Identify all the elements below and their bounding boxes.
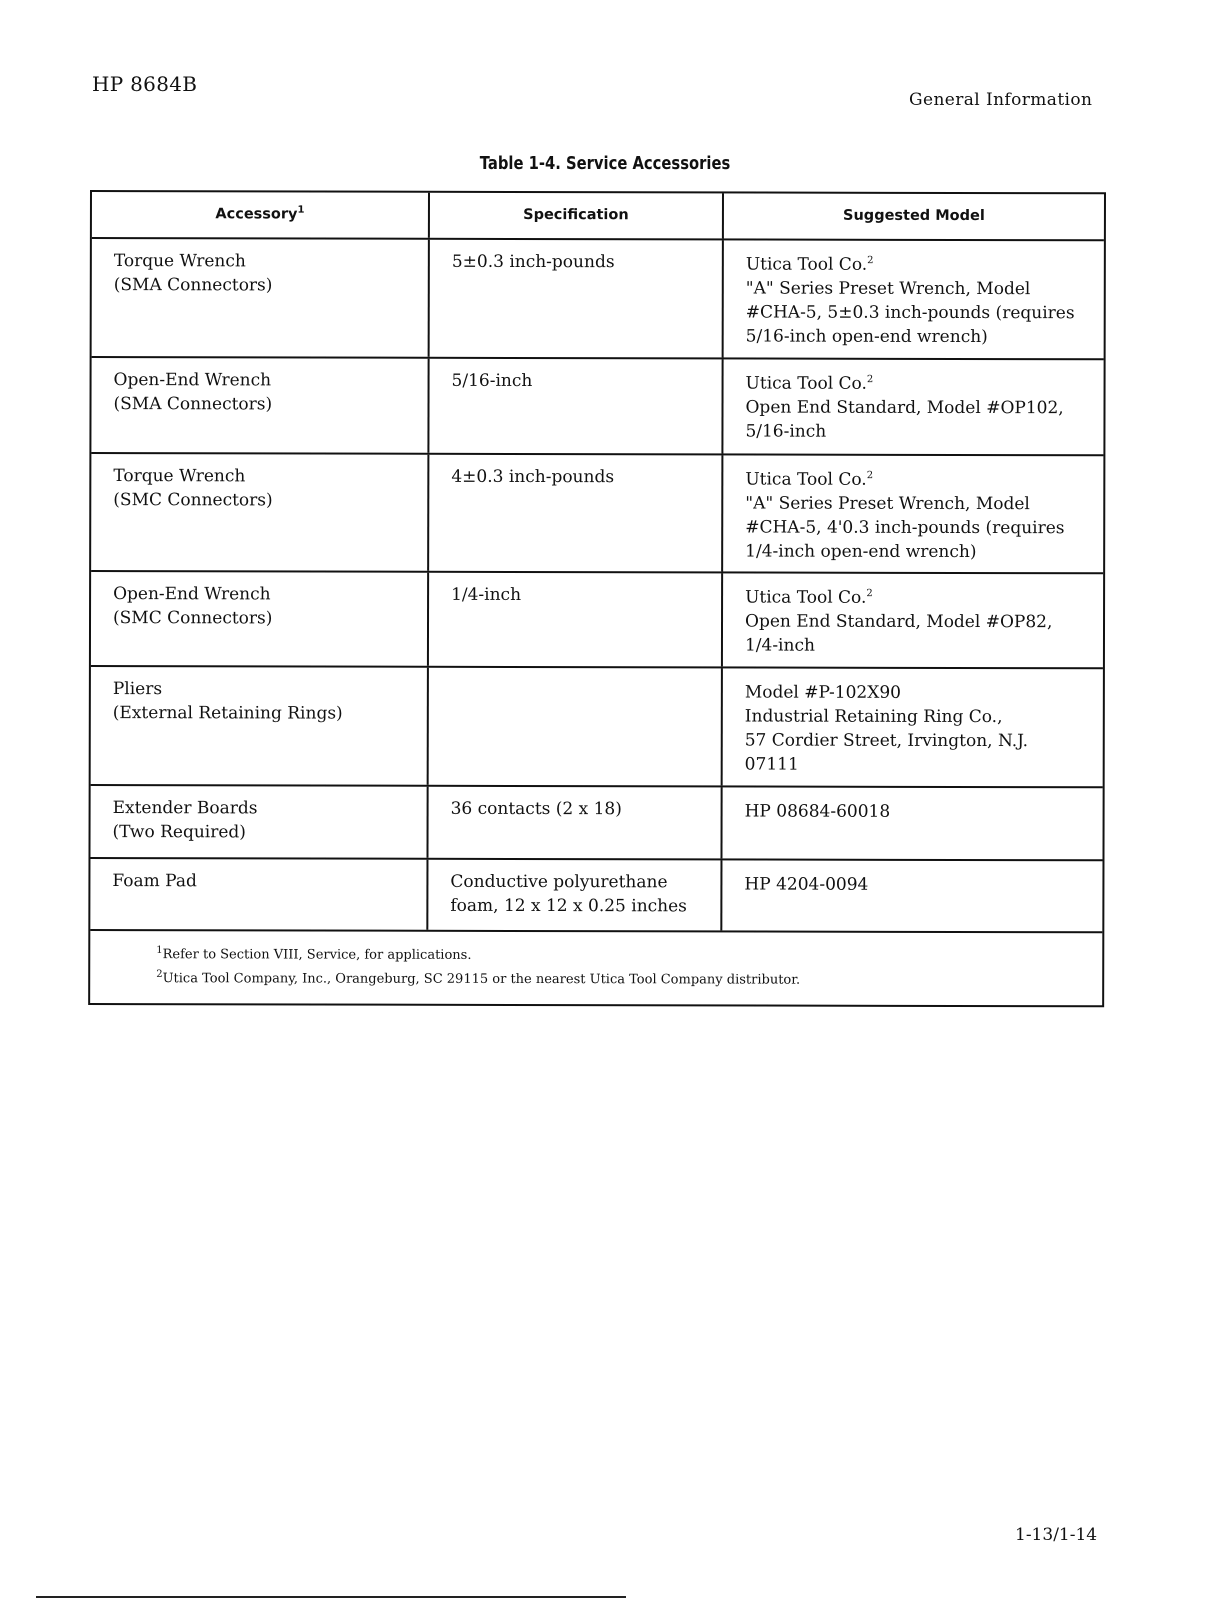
model-first-line (745, 799, 1103, 824)
accessory-text: Pliers (112, 679, 163, 700)
accessory-text: (SMA Connectors) (113, 394, 273, 415)
model-first-line (745, 680, 1103, 705)
model-text: 07111 (744, 754, 799, 775)
footnote-mark: 2 (866, 374, 874, 386)
model-text: 57 Cordier Street, Irvington, N.J. (744, 730, 1029, 752)
model-text: Utica Tool Co. (745, 254, 868, 275)
model-text: Open End Standard, Model #OP102, (745, 397, 1064, 419)
table-row (91, 454, 1103, 574)
specification-text: foam, 12 x 12 x 0.25 inches (450, 895, 687, 917)
specification-cell (426, 860, 720, 931)
column-header-accessory-label: Accessory (215, 206, 298, 223)
section-header: General Information (909, 90, 1093, 110)
accessory-text: Open-End Wrench (113, 584, 271, 605)
accessory-cell (92, 239, 428, 357)
suggested-model-cell (721, 455, 1103, 572)
model-text: 5/16-inch open-end wrench) (745, 326, 988, 348)
specification-cell (427, 455, 721, 572)
footnote-mark: 1 (297, 204, 305, 216)
suggested-model-cell (721, 359, 1103, 454)
accessory-cell (91, 572, 427, 666)
accessory-text: Foam Pad (112, 871, 197, 892)
accessory-cell (91, 454, 427, 571)
accessory-text: Open-End Wrench (113, 370, 272, 391)
model-text: HP 4204-0094 (744, 874, 869, 895)
model-text: Utica Tool Co. (745, 587, 867, 608)
accessory-text: Torque Wrench (113, 466, 246, 487)
footnote (156, 943, 1102, 969)
accessory-cell (90, 786, 426, 858)
footnote-text: Refer to Section VIII, Service, for applications. (162, 947, 472, 963)
specification-text: 5±0.3 inch-pounds (451, 251, 615, 273)
model-text: HP 08684-60018 (744, 801, 891, 822)
bottom-rule (36, 1596, 626, 1598)
specification-cell (427, 573, 721, 667)
footnote-text: Utica Tool Company, Inc., Orangeburg, SC 29115 or the nearest Utica Tool Company distributor. (162, 971, 801, 988)
column-header-accessory (92, 192, 428, 238)
footnote-mark: 2 (156, 968, 163, 980)
suggested-model-cell (722, 240, 1104, 358)
specification-text: 5/16-inch (451, 370, 533, 392)
model-first-line (746, 252, 1104, 277)
model-first-line (745, 467, 1103, 492)
specification-cell (426, 787, 720, 859)
model-text: 1/4-inch open-end wrench) (745, 541, 977, 563)
table-row (91, 667, 1103, 788)
accessory-cell (91, 358, 427, 453)
footnote (156, 967, 1102, 993)
footnote-mark: 2 (866, 470, 874, 482)
specification-text: 4±0.3 inch-pounds (451, 466, 615, 488)
specification-cell (427, 668, 721, 786)
model-text: "A" Series Preset Wrench, Model (745, 493, 1030, 515)
model-first-line (746, 371, 1104, 396)
service-accessories-table (88, 190, 1106, 1007)
specification-text: 36 contacts (2 x 18) (450, 798, 622, 820)
accessory-text: (External Retaining Rings) (112, 703, 343, 724)
specification-text: Conductive polyurethane (450, 871, 668, 893)
footnote-mark: 2 (867, 255, 874, 267)
model-text: Utica Tool Co. (745, 373, 867, 394)
specification-cell (428, 240, 722, 358)
table-title: Table 1-4. Service Accessories (479, 153, 731, 174)
footnote-mark: 1 (156, 944, 163, 956)
manual-model-header: HP 8684B (92, 72, 198, 96)
table-header-row (92, 192, 1104, 241)
accessory-text: (Two Required) (112, 822, 246, 843)
model-text: #CHA-5, 5±0.3 inch-pounds (requires (745, 302, 1075, 324)
table-body (90, 239, 1104, 933)
suggested-model-cell (721, 668, 1103, 786)
model-first-line (744, 872, 1102, 897)
table-footnotes (90, 931, 1102, 1005)
specification-cell (427, 359, 721, 454)
model-first-line (745, 585, 1103, 610)
page-number: 1-13/1-14 (1015, 1525, 1098, 1545)
model-text: 5/16-inch (745, 421, 827, 442)
footnote-mark: 2 (866, 588, 873, 600)
model-text: #CHA-5, 4'0.3 inch-pounds (requires (745, 517, 1065, 539)
accessory-text: (SMC Connectors) (113, 490, 273, 511)
accessory-cell (90, 859, 426, 930)
accessory-cell (91, 667, 427, 785)
suggested-model-cell (720, 787, 1102, 859)
accessory-text: Torque Wrench (113, 251, 246, 272)
table-row (90, 786, 1102, 861)
specification-text: 1/4-inch (451, 584, 522, 605)
column-header-specification: Specification (428, 193, 722, 239)
accessory-text: Extender Boards (112, 798, 258, 819)
table-row (92, 239, 1104, 360)
table-row (90, 859, 1102, 933)
accessory-text: (SMA Connectors) (113, 275, 273, 296)
suggested-model-cell (720, 860, 1102, 931)
column-header-suggested-model: Suggested Model (722, 193, 1104, 239)
accessory-text: (SMC Connectors) (113, 608, 273, 629)
model-text: Utica Tool Co. (745, 469, 867, 490)
model-text: 1/4-inch (744, 635, 815, 656)
model-text: Industrial Retaining Ring Co., (744, 706, 1003, 728)
model-text: Model #P-102X90 (744, 682, 901, 703)
model-text: Open End Standard, Model #OP82, (745, 611, 1053, 633)
suggested-model-cell (721, 573, 1103, 667)
model-text: "A" Series Preset Wrench, Model (745, 278, 1031, 300)
table-row (91, 572, 1103, 669)
table-row (91, 358, 1103, 456)
